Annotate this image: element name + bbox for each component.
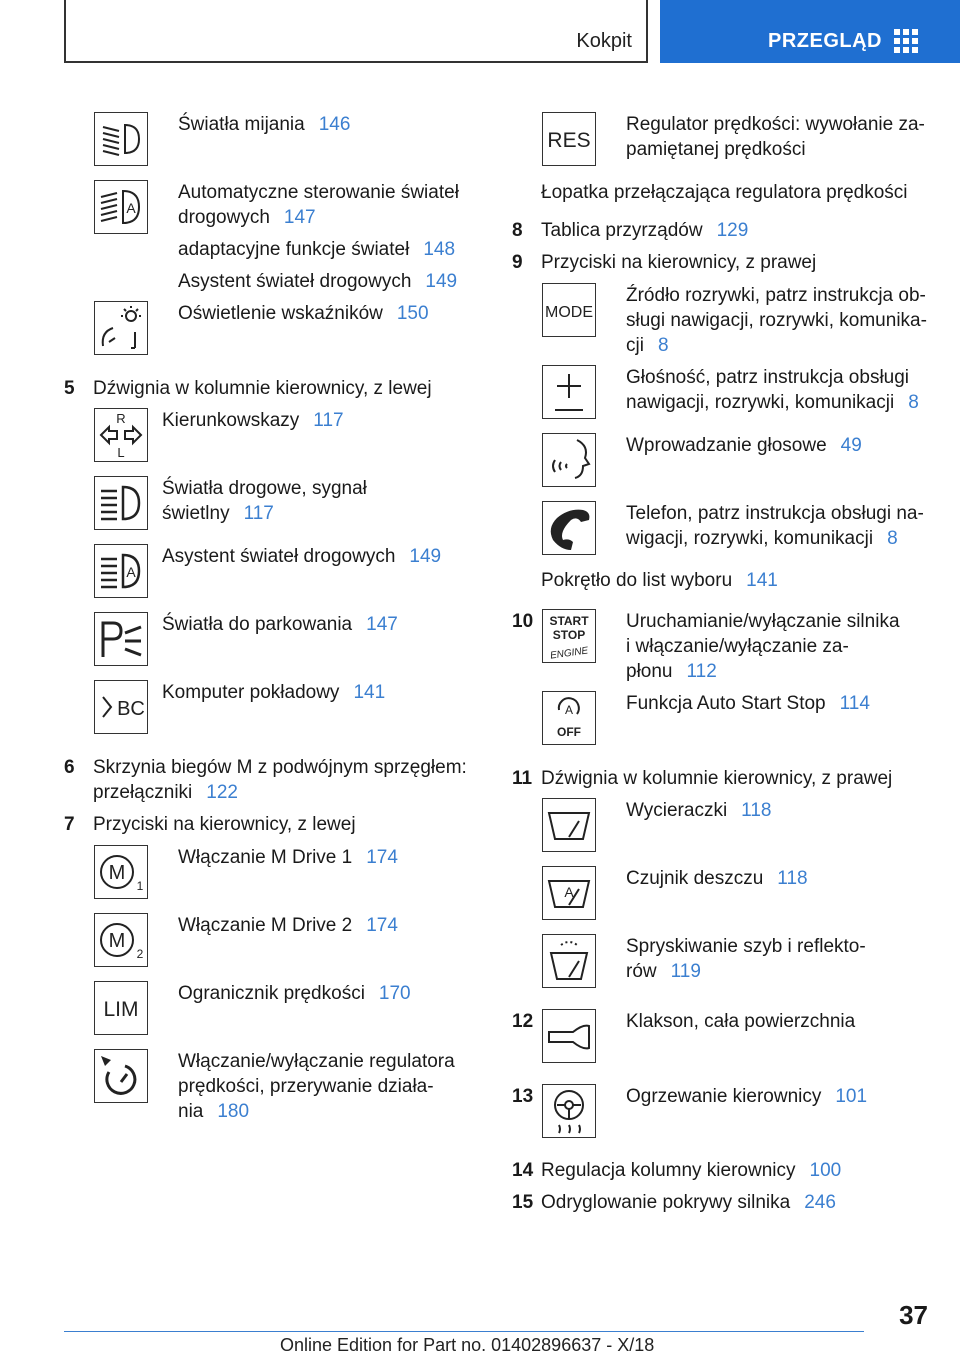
m-drive-2-icon [94, 913, 148, 967]
high-beam-item-line2: świetlny 117 [162, 503, 274, 524]
page-ref-link[interactable]: 148 [423, 239, 456, 260]
page-number: 37 [899, 1300, 928, 1330]
onboard-computer-item: Komputer pokładowy 141 [162, 682, 386, 703]
res-icon [542, 112, 596, 166]
header-section-title: Kokpit [576, 30, 632, 52]
turn-signal-item: Kierunkowskazy 117 [162, 410, 344, 431]
gearbox-heading-line2: przełączniki 122 [93, 782, 238, 803]
cruise-control-item-line3: nia 180 [178, 1101, 250, 1122]
high-beam-assist-icon [94, 544, 148, 598]
volume-icon [542, 365, 596, 419]
high-beam-assist-item: Asystent świateł drogowych 149 [178, 271, 458, 292]
gearbox-heading: Skrzynia biegów M z podwójnym sprzęgłem: [93, 757, 467, 778]
page-ref-link[interactable]: 174 [366, 915, 398, 936]
auto-high-beam-item-line2: drogowych 147 [178, 207, 316, 228]
header-chapter-tab[interactable] [660, 0, 960, 63]
phone-item-line2: wigacji, rozrywki, komunikacji 8 [626, 528, 898, 549]
steering-heating-item: Ogrzewanie kierownicy 101 [626, 1086, 868, 1107]
svg-text:STOP: STOP [552, 628, 586, 642]
engine-start-item-line2: i włączanie/wyłączanie za- [626, 636, 849, 657]
svg-text:START: START [549, 614, 589, 628]
low-beam-item: Światła mijania 146 [178, 114, 351, 135]
speed-limiter-item: Ogranicznik prędkości 170 [178, 983, 411, 1004]
cruise-resume-item: Regulator prędkości: wywołanie za- [626, 114, 925, 135]
svg-text:A: A [564, 703, 574, 717]
instrument-lighting-icon [94, 301, 148, 355]
wipers-icon [542, 798, 596, 852]
high-beam-item: Światła drogowe, sygnał [162, 478, 367, 499]
page-ref-link[interactable]: 49 [840, 435, 862, 456]
auto-start-stop-item: Funkcja Auto Start Stop 114 [626, 693, 870, 714]
auto-start-stop-icon [542, 691, 596, 745]
right-buttons-heading: Przyciski na kierownicy, z prawej [541, 252, 817, 273]
page-ref-link[interactable]: 147 [366, 614, 398, 635]
steering-heating-icon [542, 1084, 596, 1138]
high-beam-assist-item-2: Asystent świateł drogowych 149 [162, 546, 442, 567]
page-ref-link[interactable]: 8 [887, 528, 898, 549]
svg-text:ENGINE: ENGINE [549, 645, 589, 662]
hood-release-item: Odryglowanie pokrywy silnika 246 [541, 1192, 836, 1213]
svg-text:A: A [126, 564, 136, 580]
svg-text:MODE: MODE [545, 304, 593, 321]
auto-high-beam-icon [94, 180, 148, 234]
page-ref-link[interactable]: 112 [686, 661, 717, 682]
cruise-resume-item-line2: pamiętanej prędkości [626, 139, 806, 160]
page-ref-link[interactable]: 246 [804, 1192, 836, 1213]
svg-text:R: R [116, 411, 126, 426]
adaptive-lights-item: adaptacyjne funkcje świateł 148 [178, 239, 456, 260]
item-number: 12 [512, 1011, 534, 1032]
header-chapter-title: PRZEGLĄD [768, 30, 882, 52]
horn-item: Klakson, cała powierzchnia [626, 1011, 856, 1032]
engine-start-item: Uruchamianie/wyłączanie silnika [626, 611, 900, 632]
item-number: 6 [64, 757, 75, 778]
start-stop-engine-icon [542, 609, 596, 663]
footer-divider [64, 1331, 864, 1332]
grid-menu-icon [894, 29, 920, 53]
svg-text:2: 2 [136, 947, 144, 961]
item-number: 13 [512, 1086, 534, 1107]
m-drive-1-icon [94, 845, 148, 899]
right-lever-heading: Dźwignia w kolumnie kierownicy, z prawej [541, 768, 893, 789]
selection-dial-item: Pokrętło do list wyboru 141 [541, 570, 778, 591]
parking-lights-icon [94, 612, 148, 666]
washer-item: Spryskiwanie szyb i reflekto- [626, 936, 866, 957]
page-ref-link[interactable]: 117 [243, 503, 274, 524]
header-section-box [64, 0, 648, 63]
low-beam-icon [94, 112, 148, 166]
rain-sensor-item: Czujnik deszczu 118 [626, 868, 808, 889]
footer-edition: Online Edition for Part no. 01402896637 - X/18 [280, 1335, 655, 1355]
high-beam-icon [94, 476, 148, 530]
instrument-lighting-item: Oświetlenie wskaźników 150 [178, 303, 429, 324]
m-drive-1-item: Włączanie M Drive 1 174 [178, 847, 398, 868]
page-ref-link[interactable]: 180 [217, 1101, 250, 1122]
page-ref-link[interactable]: 147 [283, 207, 316, 228]
svg-text:RES: RES [547, 129, 591, 152]
instrument-cluster-item: Tablica przyrządów 129 [541, 220, 749, 241]
turn-signal-icon [94, 408, 148, 462]
speed-limiter-icon [94, 981, 148, 1035]
cruise-control-item: Włączanie/wyłączanie regulatora [178, 1051, 455, 1072]
page-ref-link[interactable]: 146 [318, 114, 351, 135]
entertainment-source-item-line3: cji 8 [626, 335, 669, 356]
volume-item: Głośność, patrz instrukcja obsługi [626, 367, 910, 388]
item-number: 11 [512, 768, 533, 789]
item-number: 8 [512, 220, 523, 241]
left-buttons-heading: Przyciski na kierownicy, z lewej [93, 814, 356, 835]
page-ref-link[interactable]: 119 [670, 961, 701, 982]
svg-text:L: L [117, 445, 125, 460]
entertainment-source-item-line2: sługi nawigacji, rozrywki, komunika- [626, 310, 927, 331]
svg-text:A: A [564, 884, 574, 900]
page-ref-link[interactable]: 150 [396, 303, 429, 324]
washer-icon [542, 934, 596, 988]
cruise-control-item-line2: prędkości, przerywanie działa- [178, 1076, 434, 1097]
voice-input-icon [542, 433, 596, 487]
item-number: 14 [512, 1160, 534, 1181]
page-ref-link[interactable]: 117 [313, 410, 344, 431]
m-drive-2-item: Włączanie M Drive 2 174 [178, 915, 398, 936]
page-ref-link[interactable]: 141 [746, 570, 778, 591]
page-ref-link[interactable]: 174 [366, 847, 398, 868]
page-ref-link[interactable]: 141 [353, 682, 386, 703]
page-ref-link[interactable]: 8 [657, 335, 669, 356]
steering-column-item: Regulacja kolumny kierownicy 100 [541, 1160, 842, 1181]
page-ref-link[interactable]: 170 [378, 983, 411, 1004]
item-number: 15 [512, 1192, 534, 1213]
page-ref-link[interactable]: 118 [777, 868, 808, 889]
mode-icon [542, 283, 596, 337]
rain-sensor-icon [542, 866, 596, 920]
svg-text:OFF: OFF [557, 725, 581, 739]
item-number: 5 [64, 378, 75, 399]
volume-item-line2: nawigacji, rozrywki, komunikacji 8 [626, 392, 919, 413]
engine-start-item-line3: płonu 112 [626, 661, 717, 682]
svg-text:1: 1 [136, 879, 144, 893]
svg-text:LIM: LIM [103, 998, 139, 1021]
svg-text:BC: BC [117, 698, 145, 720]
page-ref-link[interactable]: 149 [409, 546, 442, 567]
svg-text:M: M [108, 930, 126, 952]
auto-high-beam-item: Automatyczne sterowanie świateł [178, 182, 459, 203]
entertainment-source-item: Źródło rozrywki, patrz instrukcja ob- [626, 285, 926, 306]
page-ref-link[interactable]: 101 [835, 1086, 868, 1107]
phone-item: Telefon, patrz instrukcja obsługi na- [626, 503, 924, 524]
cruise-control-icon [94, 1049, 148, 1103]
svg-text:A: A [126, 200, 136, 216]
page-ref-link[interactable]: 100 [809, 1160, 842, 1181]
page-ref-link[interactable]: 118 [741, 800, 772, 821]
wipers-item: Wycieraczki 118 [626, 800, 772, 821]
horn-icon [542, 1009, 596, 1063]
parking-lights-item: Światła do parkowania 147 [162, 614, 398, 635]
page-ref-link[interactable]: 129 [716, 220, 749, 241]
item-number: 7 [64, 814, 75, 835]
phone-icon [542, 501, 596, 555]
washer-item-line2: rów 119 [626, 961, 701, 982]
page-ref-link[interactable]: 114 [839, 693, 870, 714]
left-lever-heading: Dźwignia w kolumnie kierownicy, z lewej [93, 378, 432, 399]
svg-text:M: M [108, 862, 126, 884]
page-ref-link[interactable]: 122 [206, 782, 238, 803]
voice-input-item: Wprowadzanie głosowe 49 [626, 435, 862, 456]
item-number: 9 [512, 252, 523, 273]
onboard-computer-icon [94, 680, 148, 734]
page-ref-link[interactable]: 8 [908, 392, 919, 413]
cruise-paddle-item: Łopatka przełączająca regulatora prędkości [541, 182, 908, 203]
item-number: 10 [512, 611, 534, 632]
page-ref-link[interactable]: 149 [425, 271, 458, 292]
